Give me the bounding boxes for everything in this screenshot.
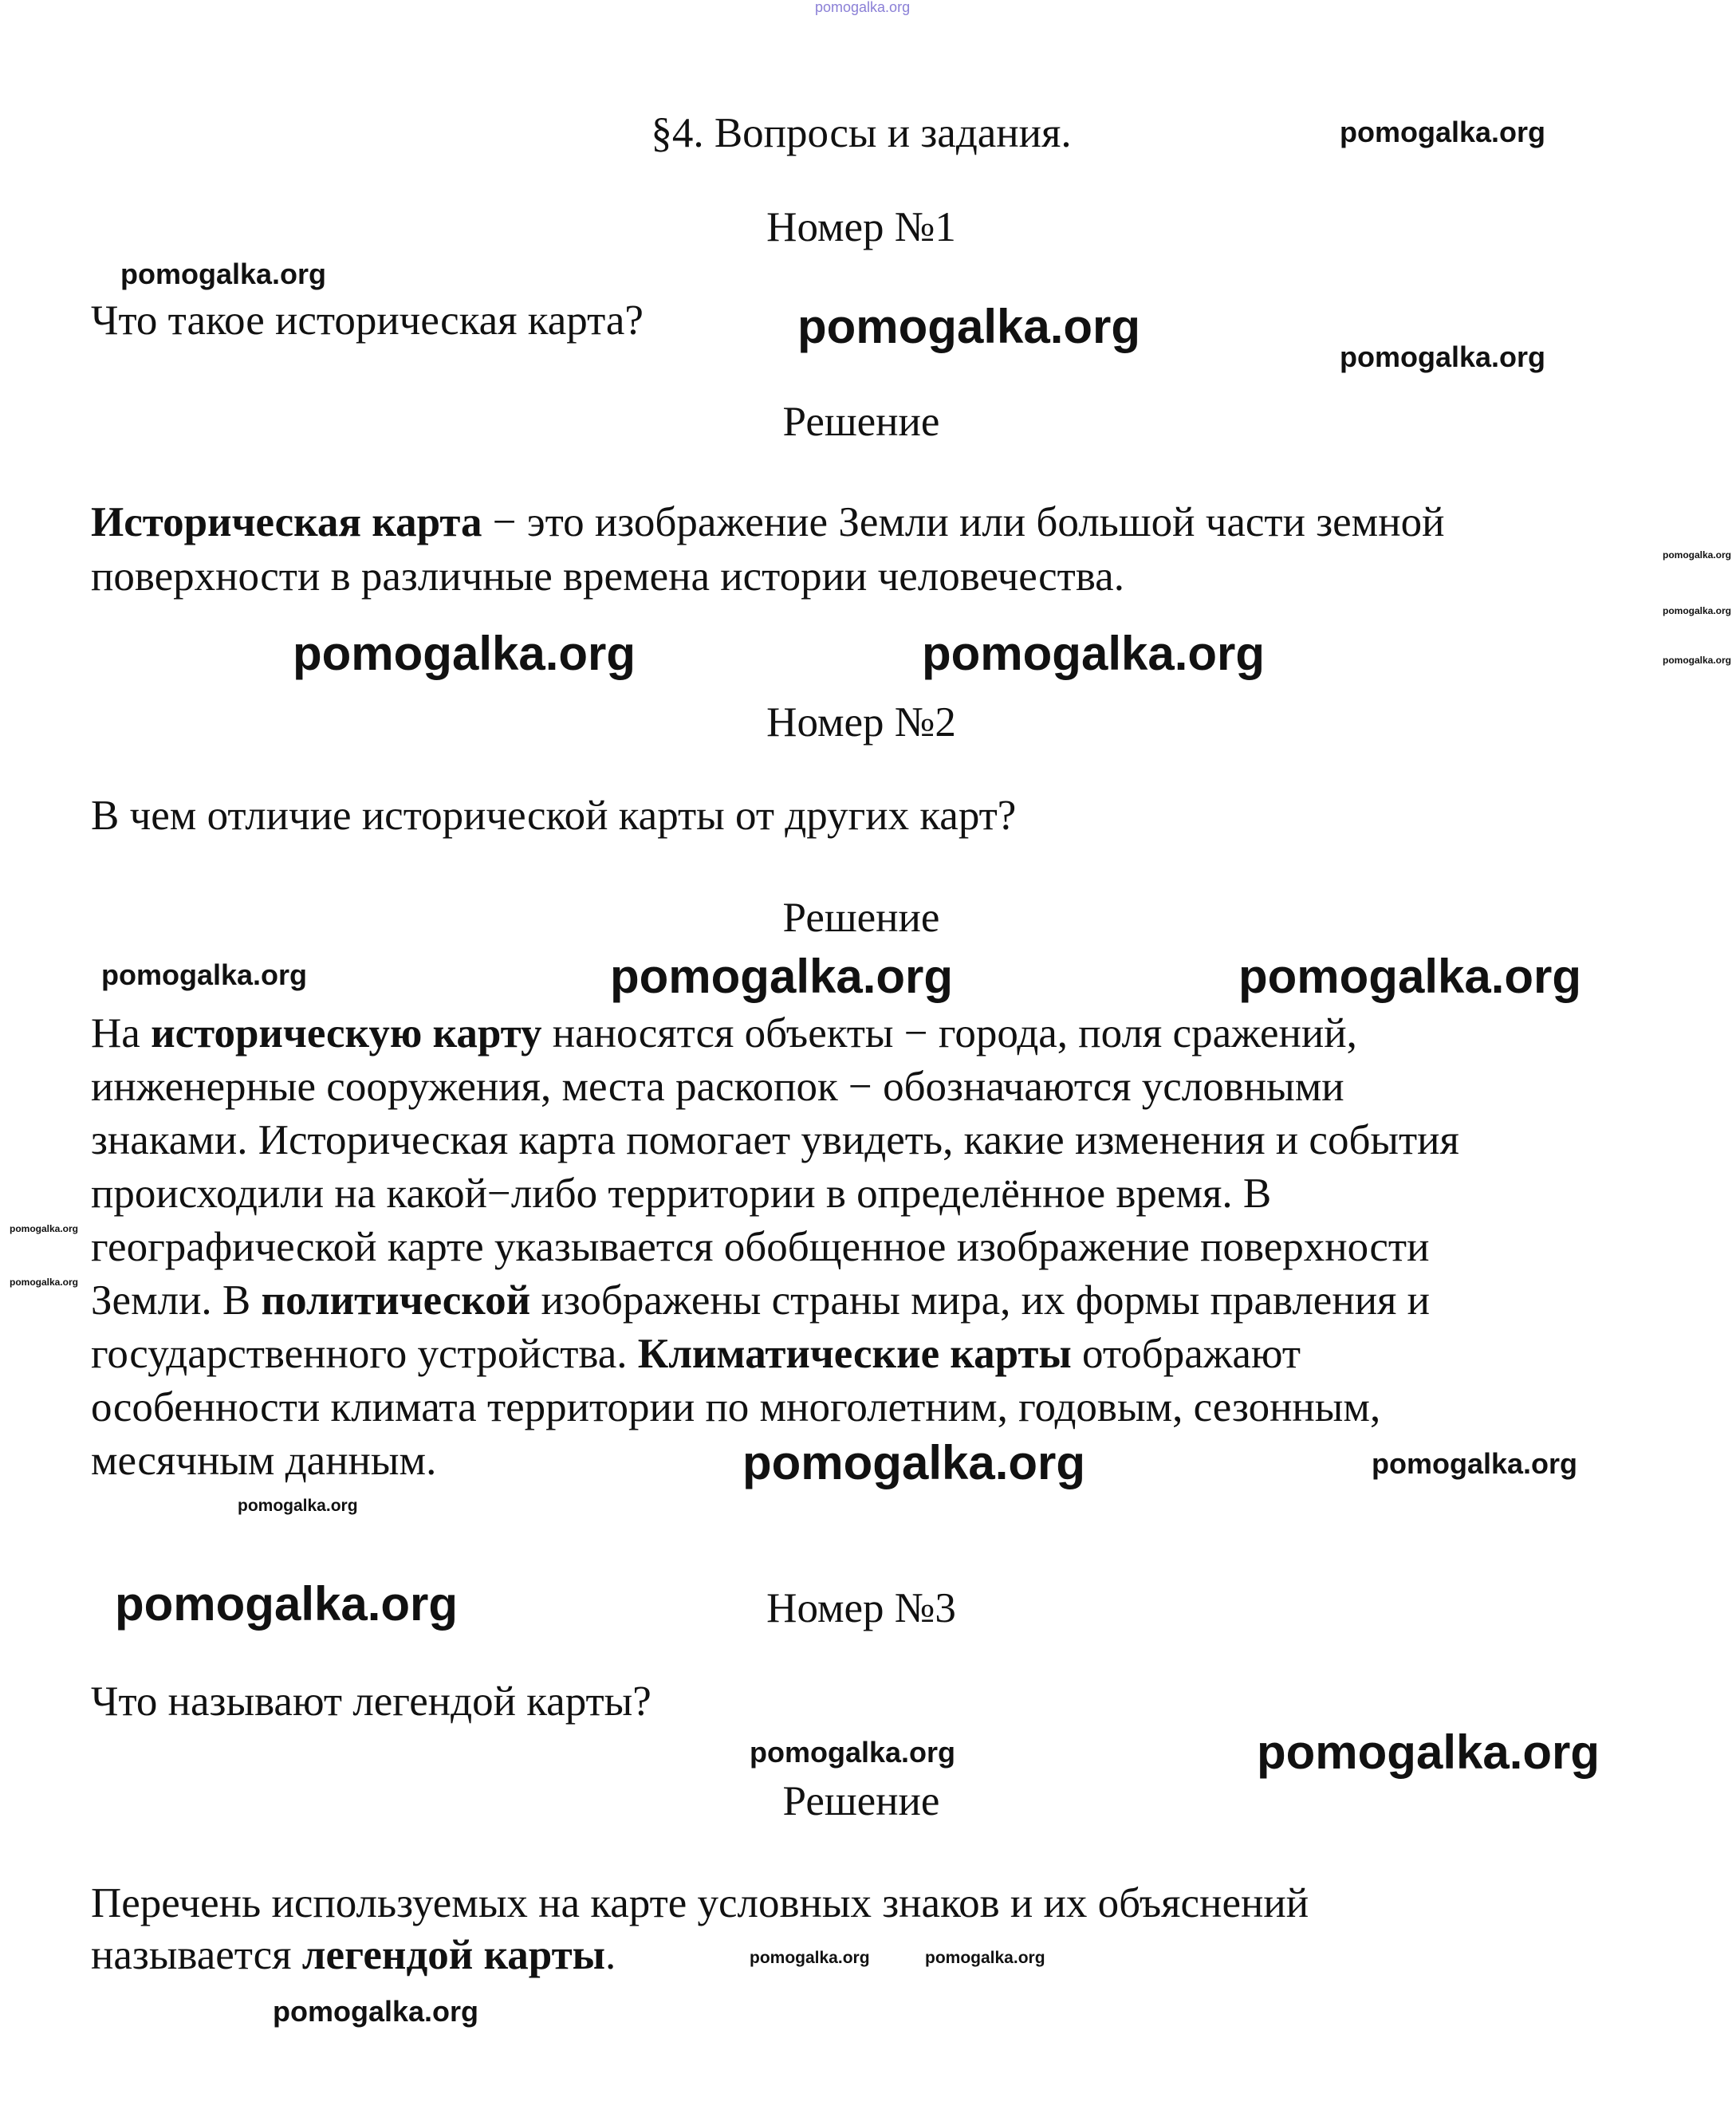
task-1-question: Что такое историческая карта? [91,297,644,344]
watermark: pomogalka.org [750,1736,956,1769]
answer-text: отображают [1071,1331,1301,1377]
page-title: §4. Вопросы и задания. [651,110,1072,156]
watermark: pomogalka.org [1372,1447,1578,1480]
answer-text: − это изображение Земли или большой части земной [482,499,1445,545]
task-2-answer-line [91,1274,1430,1328]
watermark: pomogalka.org [797,300,1141,353]
task-2-answer-line: знаками. Историческая карта помогает увидеть, какие изменения и события [91,1117,1459,1163]
task-2-answer-line: происходили на какой−либо территории в определённое время. В [91,1171,1272,1217]
task-1-answer-line: поверхности в различные времена истории человечества. [91,553,1124,600]
task-2-solution-label: Решение [782,895,940,941]
task-3-answer-line: Перечень используемых на карте условных знаков и их объяснений [91,1880,1309,1926]
answer-text: . [605,1932,616,1978]
watermark: pomogalka.org [1340,116,1546,148]
term-bold: Климатические карты [637,1331,1072,1377]
watermark: pomogalka.org [1257,1725,1600,1779]
task-2-answer-line [91,1328,1301,1381]
task-2-number: Номер №2 [766,699,956,746]
watermark: pomogalka.org [1340,340,1546,373]
watermark: pomogalka.org [10,1223,79,1234]
watermark: pomogalka.org [1663,655,1732,666]
task-1-number: Номер №1 [766,204,956,250]
watermark: pomogalka.org [742,1436,1086,1489]
watermark: pomogalka.org [238,1497,358,1515]
watermark: pomogalka.org [115,1577,459,1631]
header-watermark: pomogalka.org [815,0,911,15]
answer-text: Земли. В [91,1277,262,1324]
task-2-answer-line: инженерные сооружения, места раскопок − обозначаются условными [91,1064,1344,1110]
term-bold: историческую карту [151,1010,542,1056]
answer-text: На [91,1010,152,1056]
task-2-question: В чем отличие исторической карты от других карт? [91,793,1017,839]
task-1-solution-label: Решение [782,399,940,445]
answer-text: изображены страны мира, их формы правления и [530,1277,1431,1324]
task-3-solution-label: Решение [782,1778,940,1824]
watermark: pomogalka.org [101,958,308,991]
watermark: pomogalka.org [1663,605,1732,616]
watermark: pomogalka.org [1663,549,1732,561]
answer-text: государственного устройства. [91,1331,638,1377]
answer-text: называется [91,1932,302,1978]
watermark: pomogalka.org [922,627,1266,680]
term-bold: политической [261,1277,531,1324]
task-2-answer-line: географической карте указывается обобщенное изображение поверхности [91,1224,1430,1270]
watermark: pomogalka.org [750,1949,870,1967]
watermark: pomogalka.org [120,258,327,290]
watermark: pomogalka.org [925,1949,1045,1967]
term-bold: Историческая карта [91,499,482,545]
watermark: pomogalka.org [1238,950,1582,1003]
watermark: pomogalka.org [10,1277,79,1288]
task-2-answer-line [91,1007,1357,1060]
task-3-number: Номер №3 [766,1585,956,1631]
task-3-question: Что называют легендой карты? [91,1678,651,1725]
watermark: pomogalka.org [293,627,636,680]
term-bold: легендой карты [301,1932,605,1978]
task-2-answer-line: особенности климата территории по многолетним, годовым, сезонным, [91,1384,1381,1430]
answer-text: наносятся объекты − города, поля сражений, [541,1010,1357,1056]
task-2-answer-line: месячным данным. [91,1438,437,1484]
watermark: pomogalka.org [610,950,954,1003]
task-3-answer-line [91,1929,616,1982]
watermark: pomogalka.org [273,1995,479,2028]
task-1-answer-line [91,496,1444,549]
